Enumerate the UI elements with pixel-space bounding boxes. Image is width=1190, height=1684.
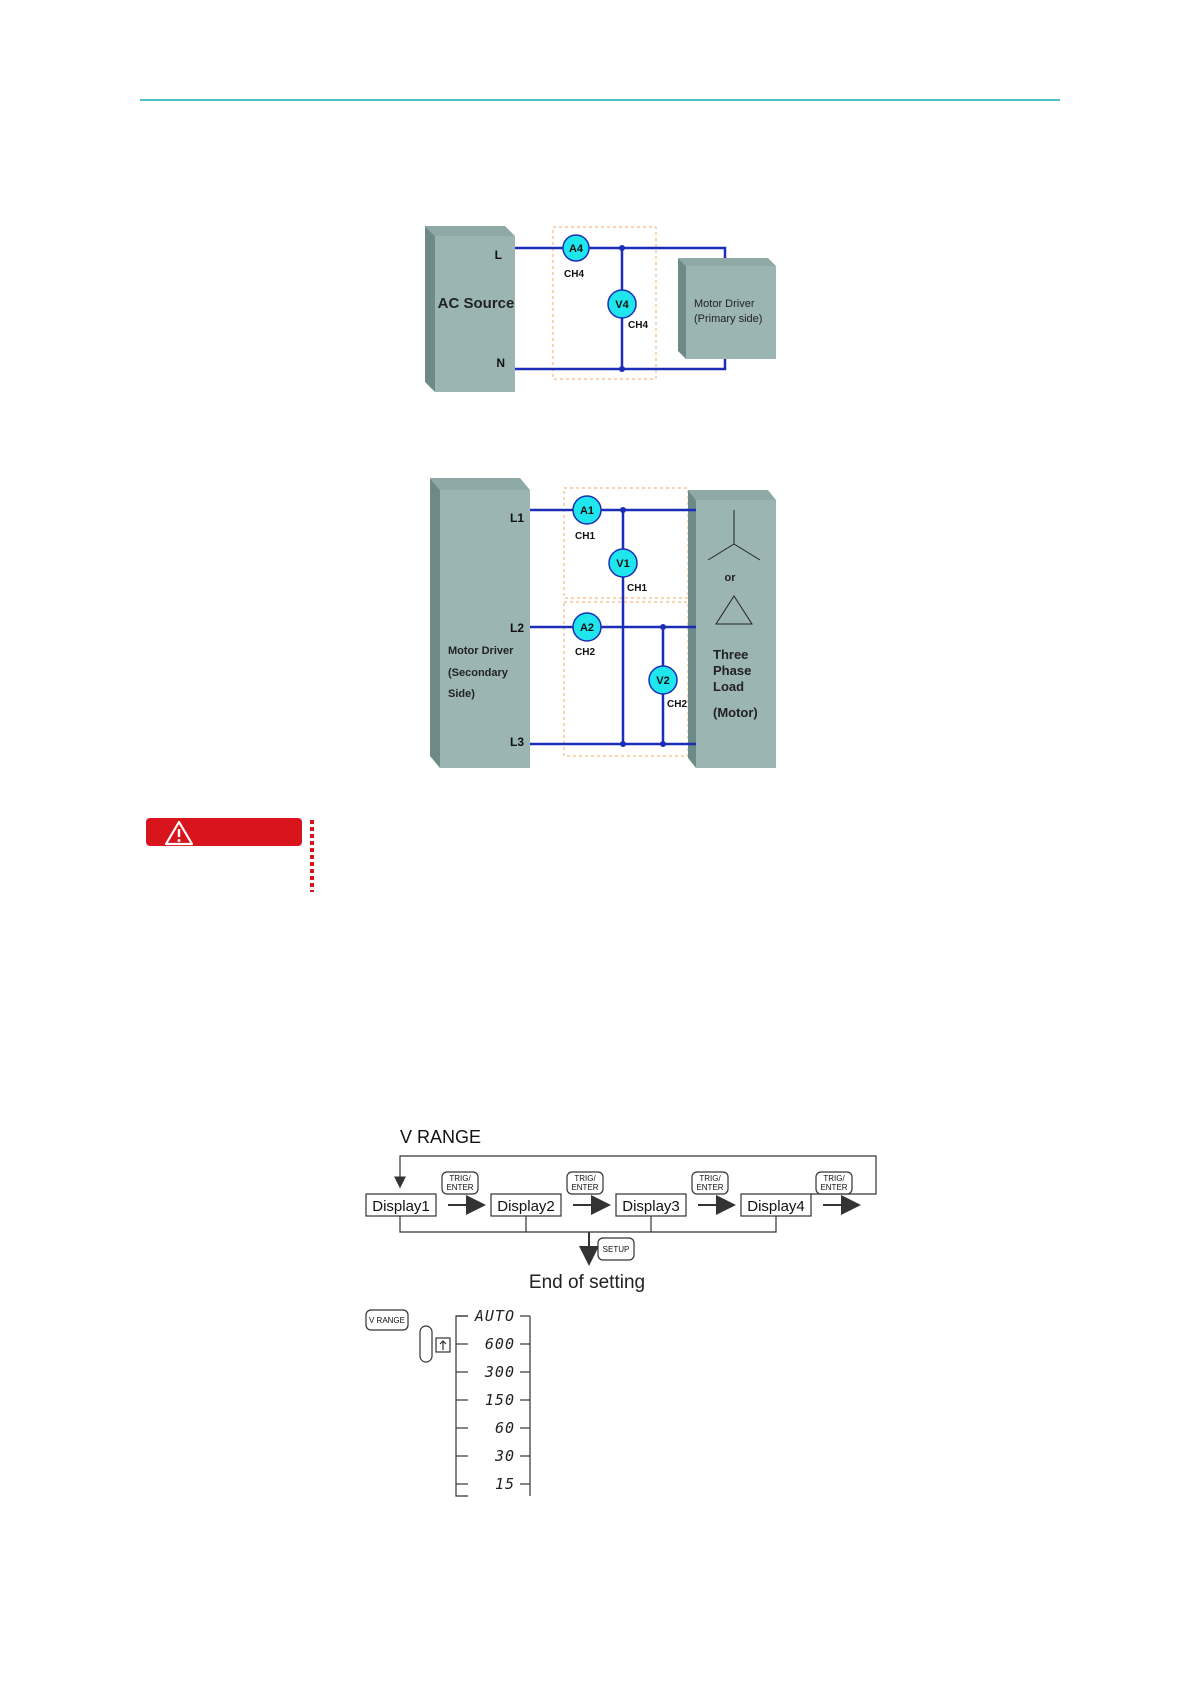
line-l1-label: L1 bbox=[509, 511, 524, 525]
motor-driver-secondary-line3: Side) bbox=[448, 688, 475, 700]
diagram-single-phase bbox=[425, 226, 776, 392]
node-dot bbox=[620, 741, 626, 747]
warning-badge bbox=[146, 818, 302, 846]
trig-enter-key-icon bbox=[567, 1172, 603, 1194]
a2-label: A2 bbox=[579, 622, 595, 634]
v2-channel: CH2 bbox=[667, 699, 688, 710]
a1-label: A1 bbox=[579, 505, 595, 517]
load-line3: Load bbox=[713, 679, 745, 694]
ammeter-channel: CH4 bbox=[564, 269, 585, 280]
svg-text:V RANGE: V RANGE bbox=[368, 1316, 406, 1325]
a2-channel: CH2 bbox=[575, 647, 596, 658]
range-value: 150 bbox=[484, 1391, 515, 1409]
motor-driver-secondary-line2: (Secondary bbox=[448, 667, 508, 679]
ac-source-label: AC Source bbox=[437, 295, 515, 312]
svg-text:TRIG/: TRIG/ bbox=[449, 1174, 471, 1183]
motor-driver-primary-line1: Motor Driver bbox=[694, 298, 755, 310]
display-label: Display1 bbox=[372, 1198, 430, 1215]
svg-text:ENTER: ENTER bbox=[696, 1183, 724, 1192]
display-label: Display2 bbox=[497, 1198, 555, 1215]
line-n-label: N bbox=[496, 356, 505, 370]
svg-text:TRIG/: TRIG/ bbox=[574, 1174, 596, 1183]
range-value: 300 bbox=[484, 1363, 515, 1381]
cycle-loop-icon bbox=[420, 1326, 432, 1362]
range-value: 30 bbox=[494, 1447, 515, 1465]
range-value: 15 bbox=[494, 1475, 515, 1493]
line-l3-label: L3 bbox=[509, 735, 524, 749]
range-value: 60 bbox=[494, 1419, 515, 1437]
load-line4: (Motor) bbox=[713, 705, 758, 720]
display-box-2 bbox=[491, 1194, 561, 1216]
load-line2: Phase bbox=[713, 663, 752, 678]
diagram-three-phase bbox=[430, 478, 776, 768]
voltmeter-channel: CH4 bbox=[628, 320, 649, 331]
vrange-key-icon bbox=[366, 1310, 408, 1330]
node-dot bbox=[620, 507, 626, 513]
svg-text:ENTER: ENTER bbox=[820, 1183, 848, 1192]
display-label: Display3 bbox=[622, 1198, 680, 1215]
motor-driver-secondary-line1: Motor Driver bbox=[448, 645, 514, 657]
v2-label: V2 bbox=[656, 675, 670, 687]
motor-driver-secondary-block bbox=[430, 478, 530, 768]
v1-channel: CH1 bbox=[627, 583, 648, 594]
setup-key-icon bbox=[598, 1238, 634, 1260]
line-l2-label: L2 bbox=[509, 621, 524, 635]
node-dot bbox=[660, 624, 666, 630]
node-dot bbox=[619, 245, 625, 251]
warning-triangle-icon bbox=[164, 820, 194, 846]
ac-source-block bbox=[425, 226, 515, 392]
v1-label: V1 bbox=[616, 558, 630, 570]
warning-side-bar bbox=[310, 820, 314, 892]
svg-text:TRIG/: TRIG/ bbox=[823, 1174, 845, 1183]
display-label: Display4 bbox=[747, 1198, 805, 1215]
display-box-1 bbox=[366, 1194, 436, 1216]
motor-driver-primary-line2: (Primary side) bbox=[694, 313, 763, 325]
three-phase-load-block bbox=[688, 490, 776, 768]
svg-text:SETUP: SETUP bbox=[602, 1245, 630, 1254]
node-dot bbox=[660, 741, 666, 747]
up-arrow-key-icon bbox=[436, 1338, 450, 1352]
motor-driver-primary-block bbox=[678, 258, 776, 359]
end-of-setting-text: End of setting bbox=[528, 1272, 646, 1293]
flow-title: V RANGE bbox=[400, 1127, 482, 1147]
display-box-3 bbox=[616, 1194, 686, 1216]
node-dot bbox=[619, 366, 625, 372]
range-value: 600 bbox=[484, 1335, 515, 1353]
voltmeter-label: V4 bbox=[615, 299, 629, 311]
trig-enter-key-icon bbox=[442, 1172, 478, 1194]
range-value: AUTO bbox=[474, 1307, 515, 1325]
trig-enter-key-icon bbox=[816, 1172, 852, 1194]
ammeter-label: A4 bbox=[568, 243, 584, 255]
bottom-connector bbox=[400, 1210, 776, 1232]
svg-text:ENTER: ENTER bbox=[446, 1183, 474, 1192]
a1-channel: CH1 bbox=[575, 531, 596, 542]
svg-text:ENTER: ENTER bbox=[571, 1183, 599, 1192]
vrange-values-diagram bbox=[366, 1307, 530, 1496]
load-line1: Three bbox=[713, 647, 749, 662]
or-text: or bbox=[724, 572, 736, 584]
line-l-label: L bbox=[494, 248, 502, 262]
trig-enter-key-icon bbox=[692, 1172, 728, 1194]
vrange-flow-diagram bbox=[366, 1127, 876, 1293]
display-box-4 bbox=[741, 1194, 811, 1216]
svg-text:TRIG/: TRIG/ bbox=[699, 1174, 721, 1183]
